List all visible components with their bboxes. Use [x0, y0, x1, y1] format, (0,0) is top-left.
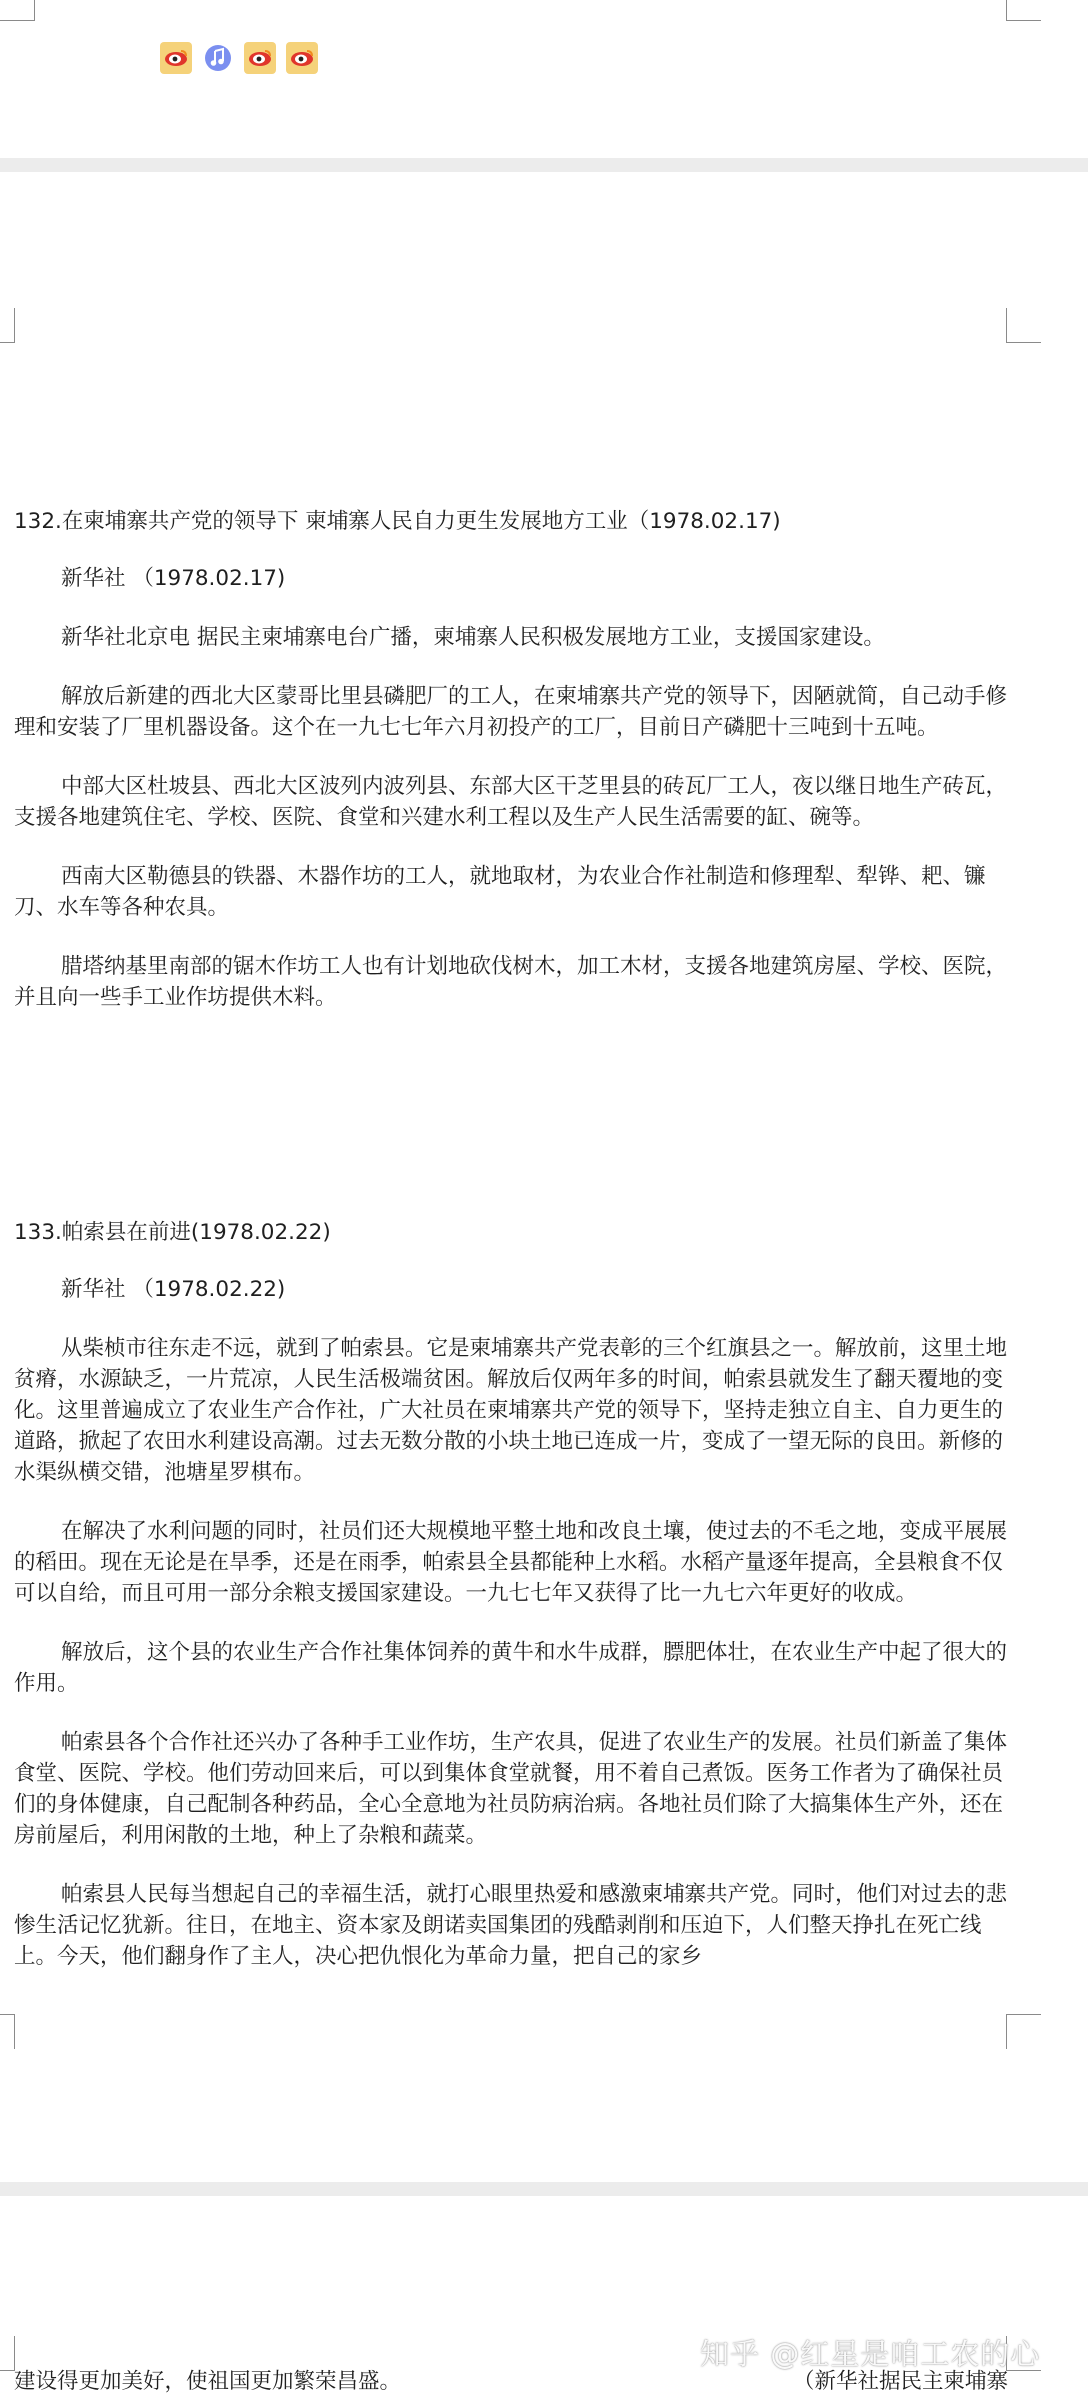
- article-132: [14, 506, 1014, 1041]
- paragraph: 新华社北京电 据民主柬埔寨电台广播，柬埔寨人民积极发展地方工业，支援国家建设。: [61, 625, 885, 650]
- article-source: 新华社 （1978.02.17): [61, 566, 286, 591]
- crop-mark: [0, 2014, 15, 2049]
- crop-mark: [1006, 308, 1041, 343]
- paragraph: 在解决了水利问题的同时，社员们还大规模地平整土地和改良土壤，使过去的不毛之地，变成平展展的稻田。现在无论是在旱季，还是在雨季，帕索县全县都能种上水稻。水稻产量逐年提高，全县粮食不仅可以自给，而且可用一部分余粮支援国家建设。一九七七年又获得了比一九七六年更好的收成。: [14, 1519, 1008, 1606]
- weibo-eye-icon: [160, 42, 192, 74]
- crop-mark: [0, 0, 35, 21]
- paragraph: 帕索县各个合作社还兴办了各种手工业作坊，生产农具，促进了农业生产的发展。社员们新盖了集体食堂、医院、学校。他们劳动回来后，可以到集体食堂就餐，用不着自己煮饭。医务工作者为了确保社员们的身体健康，自己配制各种药品，全心全意地为社员防病治病。各地社员们除了大搞集体生产外，还在房前屋后，利用闲散的土地，种上了杂粮和蔬菜。: [14, 1730, 1008, 1848]
- paragraph: 腊塔纳基里南部的锯木作坊工人也有计划地砍伐树木，加工木材，支援各地建筑房屋、学校、医院，并且向一些手工业作坊提供木料。: [14, 954, 1008, 1010]
- article-source: 新华社 （1978.02.22): [61, 1277, 286, 1302]
- continuation-text: 建设得更加美好，使祖国更加繁荣昌盛。: [14, 2369, 402, 2394]
- paragraph: 解放后新建的西北大区蒙哥比里县磷肥厂的工人，在柬埔寨共产党的领导下，因陋就简，自己动手修理和安装了厂里机器设备。这个在一九七七年六月初投产的工厂，目前日产磷肥十三吨到十五吨。: [14, 684, 1008, 740]
- paragraph: 西南大区勒德县的铁器、木器作坊的工人，就地取材，为农业合作社制造和修理犁、犁铧、耙、镰刀、水车等各种农具。: [14, 864, 986, 920]
- music-note-icon: [202, 42, 234, 74]
- watermark: 知乎 @红星是咱工农的心: [700, 2337, 1041, 2371]
- weibo-eye-icon: [244, 42, 276, 74]
- paragraph: 解放后，这个县的农业生产合作社集体饲养的黄牛和水牛成群，膘肥体壮，在农业生产中起了很大的作用。: [14, 1640, 1008, 1696]
- page-top: [0, 0, 1088, 158]
- crop-mark: [0, 2336, 15, 2371]
- crop-mark: [0, 308, 15, 343]
- continuation-source: （新华社据民主柬埔寨: [792, 2369, 1008, 2394]
- article-133: [14, 1217, 1014, 2000]
- crop-mark: [1006, 0, 1041, 21]
- page-gap: [0, 158, 1088, 172]
- emoji-row: [160, 42, 318, 74]
- crop-mark: [1006, 2014, 1041, 2049]
- paragraph: 中部大区杜坡县、西北大区波列内波列县、东部大区干芝里县的砖瓦厂工人，夜以继日地生产砖瓦，支援各地建筑住宅、学校、医院、食堂和兴建水利工程以及生产人民生活需要的缸、碗等。: [14, 774, 1008, 830]
- paragraph: 从柴桢市往东走不远，就到了帕索县。它是柬埔寨共产党表彰的三个红旗县之一。解放前，这里土地贫瘠，水源缺乏，一片荒凉，人民生活极端贫困。解放后仅两年多的时间，帕索县就发生了翻天覆地的变化。这里普遍成立了农业生产合作社，广大社员在柬埔寨共产党的领导下，坚持走独立自主、自力更生的道路，掀起了农田水利建设高潮。过去无数分散的小块土地已连成一片，变成了一望无际的良田。新修的水渠纵横交错，池塘星罗棋布。: [14, 1336, 1008, 1485]
- weibo-eye-icon: [286, 42, 318, 74]
- page-gap: [0, 2182, 1088, 2196]
- article-title: 132.在柬埔寨共产党的领导下 柬埔寨人民自力更生发展地方工业（1978.02.17): [14, 509, 781, 534]
- article-title: 133.帕索县在前进(1978.02.22): [14, 1220, 331, 1245]
- paragraph: 帕索县人民每当想起自己的幸福生活，就打心眼里热爱和感激柬埔寨共产党。同时，他们对过去的悲惨生活记忆犹新。往日，在地主、资本家及朗诺卖国集团的残酷剥削和压迫下，人们整天挣扎在死亡线上。今天，他们翻身作了主人，决心把仇恨化为革命力量，把自己的家乡: [14, 1882, 1008, 1969]
